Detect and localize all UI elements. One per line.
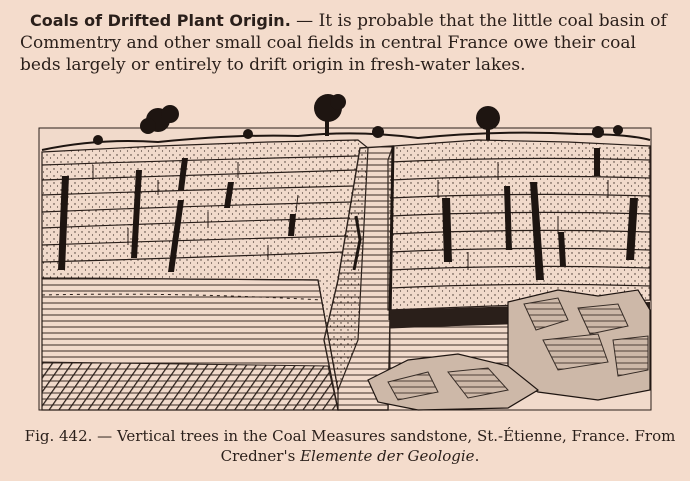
caption-end: . xyxy=(474,447,480,465)
caption-book-title: Elemente der Geologie xyxy=(300,447,475,465)
strata-engraving xyxy=(38,90,652,412)
paragraph-dash: — xyxy=(290,11,319,31)
figure-caption xyxy=(20,426,680,466)
paragraph-heading: Coals of Drifted Plant Origin. xyxy=(30,11,291,30)
paragraph-text: It is probable that the little coal basin of Commentry and other small coal fields in central France owe their coal beds largely or entirely to drift origin in fresh-water lakes. xyxy=(20,11,667,75)
figure-number: Fig. 442. xyxy=(24,427,93,445)
figure-illustration xyxy=(38,90,652,412)
body-paragraph xyxy=(20,10,675,76)
caption-dash: — xyxy=(92,427,117,445)
caption-text: Vertical trees in the Coal Measures sandstone, St.-Étienne, France. From Credner's xyxy=(116,427,676,465)
